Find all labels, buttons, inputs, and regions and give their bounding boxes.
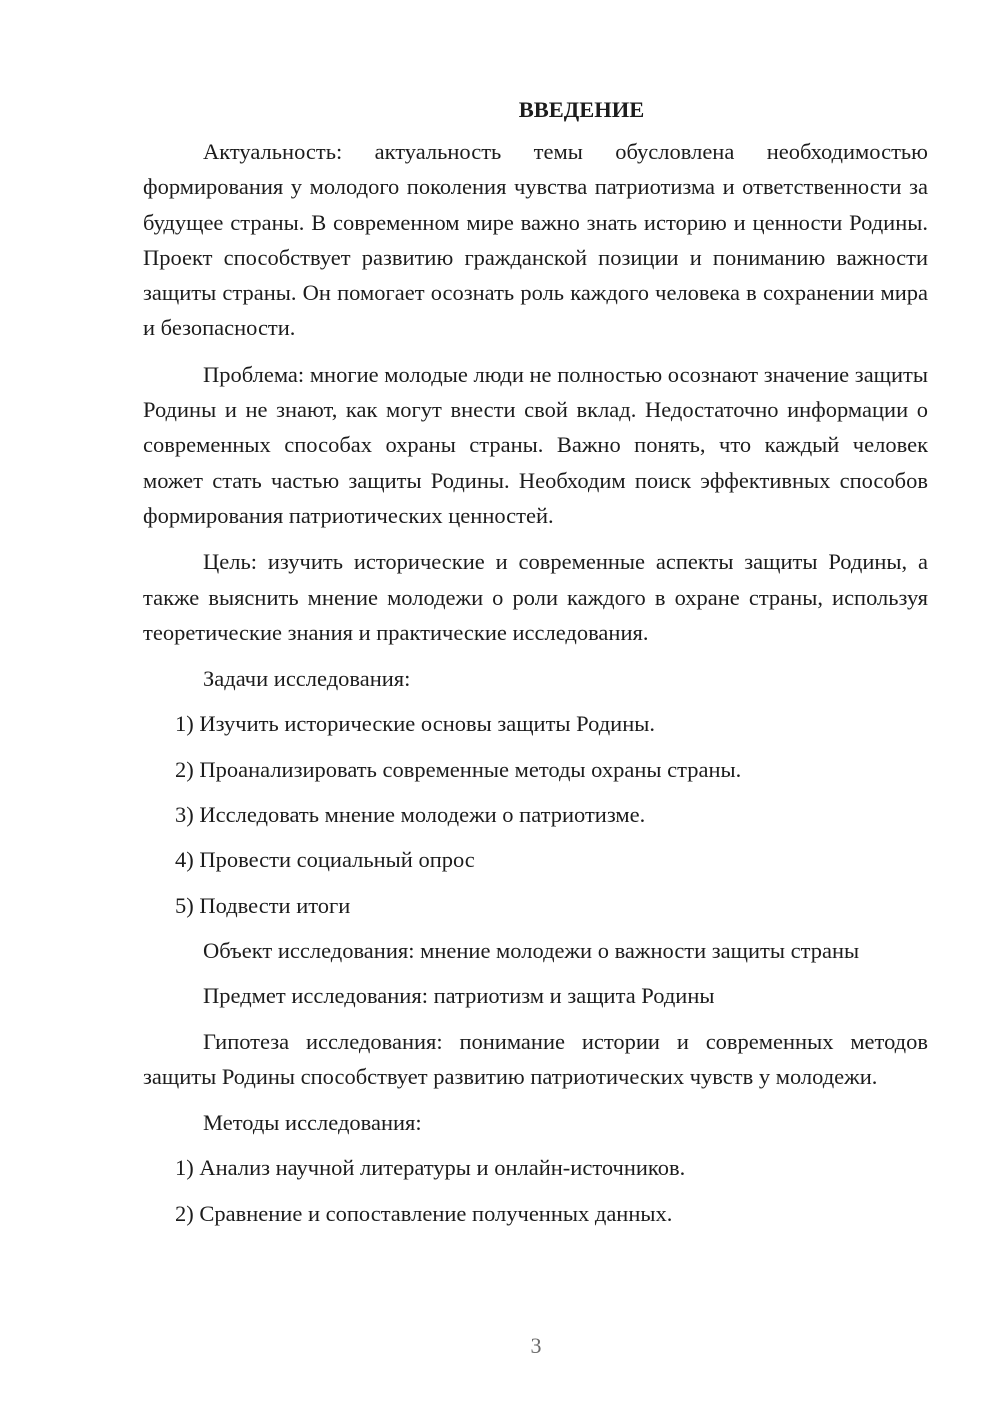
document-body	[143, 96, 928, 1241]
list-item: 3) Исследовать мнение молодежи о патриотизме.	[175, 802, 646, 828]
subject-line: Предмет исследования: патриотизм и защита Родины	[203, 983, 715, 1009]
goal-paragraph: Цель: изучить исторические и современные аспекты защиты Родины, а также выяснить мнение молодежи о роли каждого в охране страны, используя теоретические знания и практические исследования.	[143, 549, 928, 645]
list-item: 1) Изучить исторические основы защиты Родины.	[175, 711, 655, 737]
tasks-heading: Задачи исследования:	[203, 666, 411, 692]
section-title: ВВЕДЕНИЕ	[518, 97, 645, 122]
list-item: 2) Проанализировать современные методы охраны страны.	[175, 756, 742, 782]
tasks-list	[143, 706, 928, 922]
list-item: 2) Сравнение и сопоставление полученных данных.	[175, 1200, 673, 1226]
methods-heading: Методы исследования:	[203, 1110, 422, 1136]
methods-list	[143, 1150, 928, 1231]
list-item: 5) Подвести итоги	[175, 892, 351, 918]
list-item: 1) Анализ научной литературы и онлайн-источников.	[175, 1155, 686, 1181]
hypothesis-paragraph: Гипотеза исследования: понимание истории и современных методов защиты Родины способствует развитию патриотических чувств у молодежи.	[143, 1028, 928, 1089]
relevance-paragraph: Актуальность: актуальность темы обусловлена необходимостью формирования у молодого поколения чувства патриотизма и ответственности за будущее страны. В современном мире важно знать историю и ценности Родины. Проект способствует развитию гражданской позиции и пониманию важности защиты страны. Он помогает осознать роль каждого человека в сохранении мира и безопасности.	[143, 139, 928, 341]
problem-paragraph: Проблема: многие молодые люди не полностью осознают значение защиты Родины и не знают, как могут внести свой вклад. Недостаточно информации о современных способах охраны страны. Важно понять, что каждый человек может стать частью защиты Родины. Необходим поиск эффективных способов формирования патриотических ценностей.	[143, 361, 928, 528]
object-line: Объект исследования: мнение молодежи о важности защиты страны	[203, 937, 860, 963]
page-number: 3	[530, 1333, 542, 1358]
list-item: 4) Провести социальный опрос	[175, 847, 475, 873]
